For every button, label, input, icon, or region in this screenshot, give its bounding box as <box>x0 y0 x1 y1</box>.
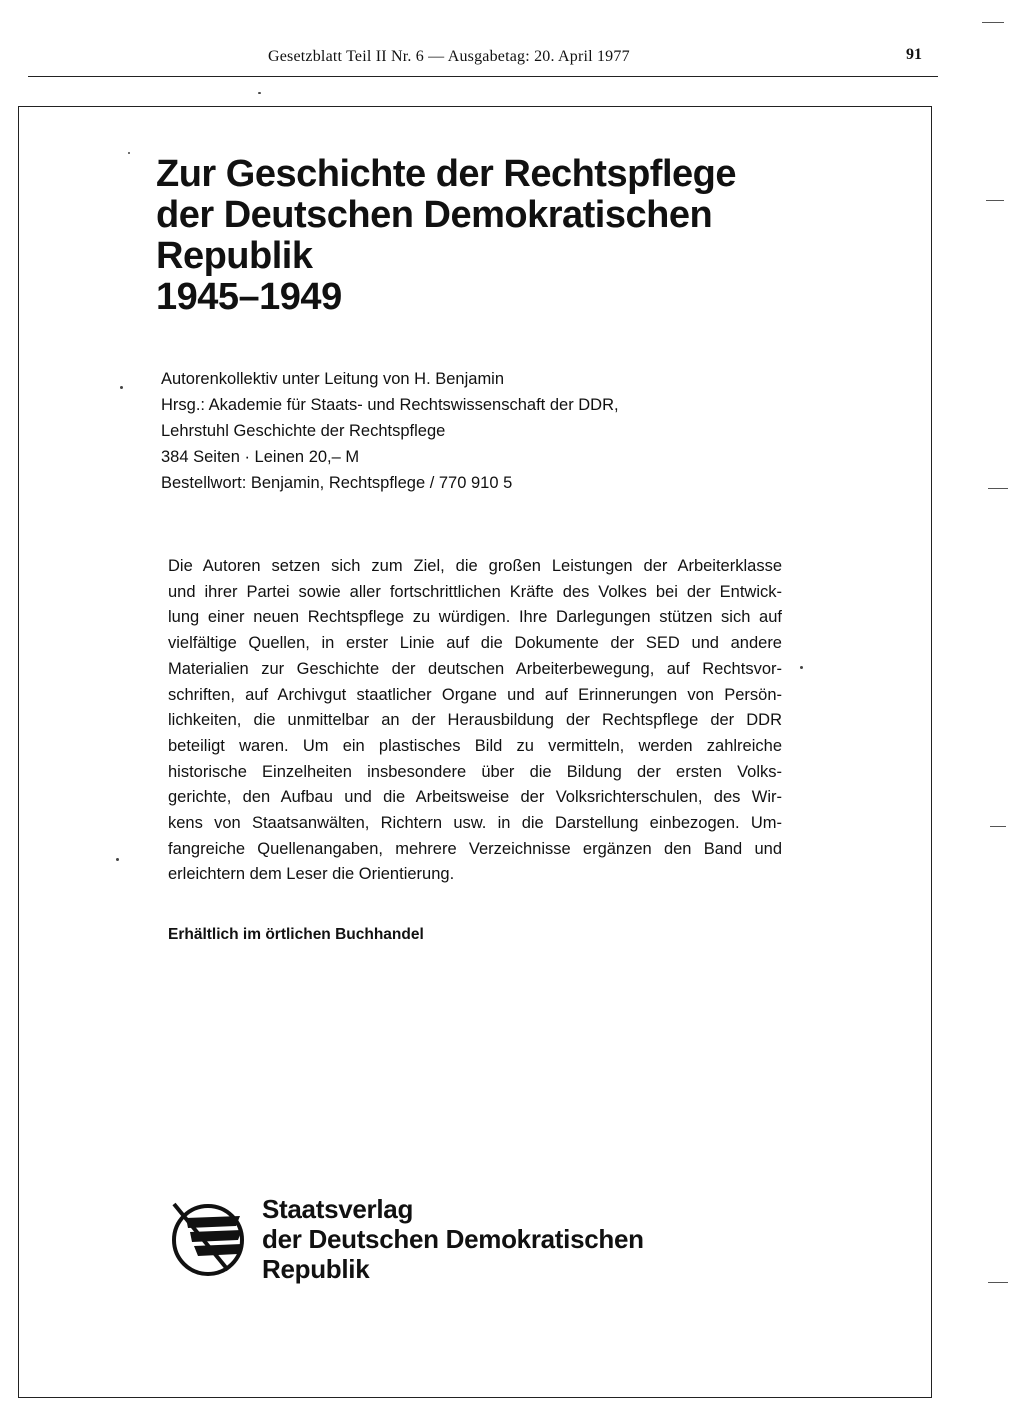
scan-speck <box>120 386 123 389</box>
description-line: lung einer neuen Rechtspflege zu würdigen. Ihre Darlegungen stützen sich auf <box>168 608 782 627</box>
book-description <box>168 554 782 888</box>
pages-price-line: 384 Seiten · Leinen 20,– M <box>161 448 360 466</box>
description-line: kens von Staatsanwälten, Richtern usw. in die Darstellung einbezogen. Um- <box>168 814 782 833</box>
authors-line: Autorenkollektiv unter Leitung von H. Benjamin <box>161 370 505 388</box>
department-line: Lehrstuhl Geschichte der Rechtspflege <box>161 422 446 440</box>
header-rule <box>28 76 938 77</box>
scan-speck <box>128 152 130 154</box>
scan-dash <box>988 1282 1008 1283</box>
book-details <box>161 366 619 496</box>
description-line: Materialien zur Geschichte der deutschen Arbeiterbewegung, auf Rechtsvor- <box>168 659 782 678</box>
scan-speck <box>258 92 261 94</box>
book-title <box>156 154 736 318</box>
description-line: vielfältige Quellen, in erster Linie auf die Dokumente der SED und andere <box>168 634 782 653</box>
scan-dash <box>990 826 1006 827</box>
publisher-line: Staatsverlag <box>262 1194 414 1224</box>
order-code-line: Bestellwort: Benjamin, Rechtspflege / 770 910 5 <box>161 474 513 492</box>
description-line: historische Einzelheiten insbesondere über die Bildung der ersten Volks- <box>168 762 782 781</box>
scan-speck <box>116 858 119 861</box>
editor-line: Hrsg.: Akademie für Staats- und Rechtswissenschaft der DDR, <box>161 396 619 414</box>
scan-dash <box>986 200 1004 201</box>
description-line: Die Autoren setzen sich zum Ziel, die großen Leistungen der Arbeiterklasse <box>168 557 782 575</box>
scan-dash <box>988 488 1008 489</box>
description-line: schriften, auf Archivgut staatlicher Organe und auf Erinnerungen von Persön- <box>168 685 782 704</box>
description-line: erleichtern dem Leser die Orientierung. <box>168 865 455 884</box>
description-line: und ihrer Partei sowie aller fortschrittlichen Kräfte des Volkes bei der Entwick- <box>168 582 782 601</box>
description-line: lichkeiten, die unmittelbar an der Herausbildung der Rechtspflege der DDR <box>168 711 782 730</box>
staatsverlag-flag-logo-icon <box>170 1196 248 1280</box>
description-line: gerichte, den Aufbau und die Arbeitsweise der Volksrichterschulen, des Wir- <box>168 788 782 807</box>
description-line: beteiligt waren. Um ein plastisches Bild zu vermitteln, werden zahlreiche <box>168 736 782 755</box>
scan-dash <box>982 22 1004 23</box>
publisher-line: Republik <box>262 1254 370 1284</box>
book-title-line: Republik <box>156 235 313 277</box>
publisher-line: der Deutschen Demokratischen <box>262 1224 644 1254</box>
scan-speck <box>800 666 803 669</box>
book-title-line: der Deutschen Demokratischen <box>156 194 713 236</box>
book-title-years: 1945–1949 <box>156 276 342 318</box>
publisher-name <box>262 1194 644 1284</box>
page-number: 91 <box>906 46 922 63</box>
running-head: Gesetzblatt Teil II Nr. 6 — Ausgabetag: 20. April 1977 <box>268 48 630 65</box>
book-title-line: Zur Geschichte der Rechtspflege <box>156 153 736 195</box>
availability-note: Erhältlich im örtlichen Buchhandel <box>168 926 424 943</box>
description-line: fangreiche Quellenangaben, mehrere Verzeichnisse ergänzen den Band und <box>168 839 782 858</box>
